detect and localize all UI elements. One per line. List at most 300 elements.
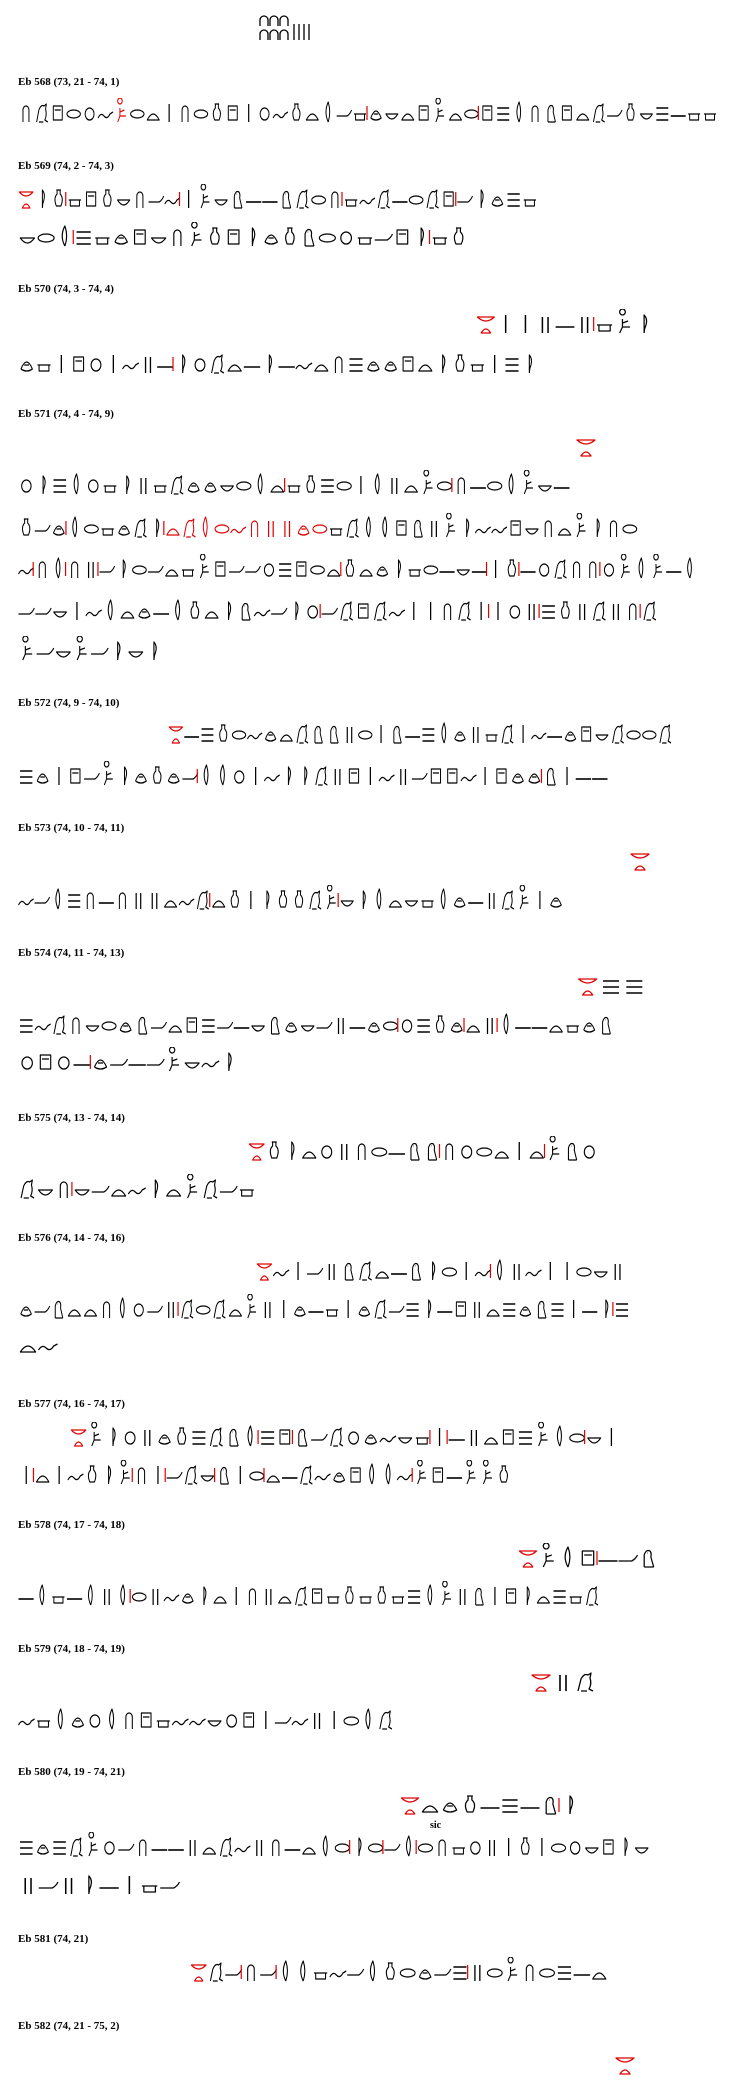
glyph-line bbox=[18, 885, 564, 913]
hieroglyph bbox=[190, 1840, 195, 1856]
hieroglyph bbox=[257, 1840, 262, 1856]
hieroglyph bbox=[121, 612, 134, 618]
hieroglyph bbox=[56, 652, 70, 657]
hieroglyph bbox=[120, 1298, 124, 1318]
hieroglyph bbox=[19, 1719, 35, 1725]
hieroglyph bbox=[452, 1848, 465, 1854]
hieroglyph bbox=[146, 357, 151, 373]
hieroglyph bbox=[39, 1344, 58, 1350]
hieroglyph bbox=[327, 1597, 339, 1603]
hieroglyph bbox=[467, 1026, 479, 1032]
hieroglyph bbox=[22, 519, 29, 535]
hieroglyph bbox=[123, 560, 125, 578]
hieroglyph bbox=[260, 1969, 276, 1975]
hieroglyph bbox=[113, 1428, 115, 1446]
hieroglyph bbox=[375, 474, 379, 494]
hieroglyph bbox=[60, 1182, 67, 1198]
hieroglyph bbox=[139, 609, 150, 618]
hieroglyph bbox=[174, 230, 181, 246]
rubric-glyph bbox=[231, 527, 246, 533]
hieroglyph bbox=[40, 1055, 50, 1069]
hieroglyph bbox=[418, 1460, 427, 1484]
hieroglyph bbox=[182, 1594, 193, 1603]
hieroglyph bbox=[545, 521, 551, 537]
rubric-glyph bbox=[169, 727, 182, 743]
hieroglyph bbox=[492, 197, 503, 206]
hieroglyph bbox=[360, 198, 375, 204]
hieroglyph bbox=[346, 1587, 353, 1603]
hieroglyph bbox=[378, 1587, 385, 1603]
rubric-glyph bbox=[532, 1675, 550, 1691]
hieroglyph bbox=[35, 1306, 50, 1312]
hieroglyph bbox=[329, 1264, 334, 1280]
hieroglyph bbox=[551, 898, 562, 907]
hieroglyph bbox=[182, 106, 188, 122]
rubric-glyph bbox=[285, 521, 290, 537]
glyph-line bbox=[18, 349, 538, 377]
hieroglyph bbox=[138, 1468, 144, 1484]
hieroglyph bbox=[228, 106, 237, 120]
hieroglyph bbox=[39, 1190, 53, 1195]
rubric-glyph bbox=[313, 525, 327, 533]
hieroglyph bbox=[286, 1023, 297, 1032]
hieroglyph bbox=[35, 608, 51, 614]
hieroglyph bbox=[539, 1422, 548, 1446]
hieroglyph bbox=[37, 648, 54, 654]
hieroglyph bbox=[316, 767, 328, 785]
hieroglyph bbox=[112, 1190, 126, 1196]
hieroglyph bbox=[368, 362, 379, 371]
hieroglyph bbox=[129, 652, 143, 657]
hieroglyph bbox=[379, 775, 394, 781]
hieroglyph bbox=[279, 891, 286, 907]
hieroglyph bbox=[603, 1018, 611, 1035]
hieroglyph bbox=[360, 570, 372, 576]
hieroglyph bbox=[625, 1838, 627, 1856]
hieroglyph bbox=[155, 1180, 157, 1198]
rubric-glyph bbox=[249, 1144, 264, 1160]
hieroglyph bbox=[84, 773, 99, 779]
glyph-line bbox=[530, 1667, 596, 1695]
hieroglyph bbox=[408, 1591, 420, 1603]
glyph-line bbox=[18, 1330, 58, 1358]
hieroglyph bbox=[296, 602, 298, 620]
hieroglyph bbox=[370, 1961, 374, 1981]
hieroglyph bbox=[273, 1270, 289, 1276]
hieroglyph bbox=[154, 486, 167, 492]
hieroglyph bbox=[178, 1428, 186, 1444]
hieroglyph bbox=[584, 1023, 595, 1032]
hieroglyph bbox=[511, 521, 520, 535]
hieroglyph bbox=[229, 566, 244, 572]
hieroglyph bbox=[447, 513, 455, 537]
hieroglyph bbox=[568, 1144, 576, 1161]
hieroglyph bbox=[192, 222, 202, 246]
glyph-line bbox=[18, 554, 698, 582]
hieroglyph bbox=[54, 612, 67, 617]
glyph-row bbox=[18, 470, 570, 498]
glyph-line bbox=[518, 1543, 658, 1571]
hieroglyph bbox=[351, 1468, 360, 1482]
hieroglyph bbox=[597, 519, 599, 537]
glyph-row bbox=[18, 554, 698, 582]
hieroglyph bbox=[20, 1020, 32, 1032]
hieroglyph bbox=[359, 604, 369, 618]
hieroglyph bbox=[539, 486, 552, 491]
hieroglyph bbox=[424, 470, 433, 494]
rubric-glyph bbox=[631, 854, 649, 870]
hieroglyph bbox=[208, 1721, 221, 1726]
hieroglyph bbox=[171, 476, 183, 494]
hieroglyph bbox=[574, 562, 580, 578]
hieroglyph bbox=[21, 1307, 32, 1316]
hieroglyph bbox=[339, 1018, 344, 1034]
hieroglyph bbox=[454, 898, 465, 907]
hieroglyph bbox=[39, 1882, 58, 1888]
hieroglyph bbox=[345, 200, 357, 206]
hieroglyph bbox=[35, 897, 50, 903]
hieroglyph bbox=[235, 771, 244, 783]
hieroglyph bbox=[654, 554, 662, 578]
hieroglyph bbox=[85, 108, 94, 120]
hieroglyph bbox=[92, 1186, 109, 1192]
hieroglyph bbox=[267, 1476, 279, 1482]
hieroglyph bbox=[125, 767, 127, 785]
hieroglyph bbox=[483, 1460, 492, 1484]
hieroglyph bbox=[19, 899, 34, 905]
hieroglyph bbox=[214, 1597, 226, 1603]
hieroglyph bbox=[62, 226, 66, 246]
hieroglyph bbox=[305, 767, 307, 785]
hieroglyph bbox=[451, 1023, 462, 1032]
glyph-row bbox=[574, 432, 598, 460]
hieroglyph bbox=[136, 774, 147, 783]
glyph-row bbox=[18, 1870, 180, 1898]
hieroglyph bbox=[213, 901, 225, 907]
hieroglyph bbox=[510, 606, 520, 618]
glyph-row bbox=[530, 1667, 596, 1695]
hieroglyph bbox=[197, 891, 208, 909]
hieroglyph bbox=[584, 1146, 594, 1158]
hieroglyph bbox=[271, 486, 284, 492]
hieroglyph bbox=[412, 773, 427, 779]
hieroglyph bbox=[360, 1262, 372, 1280]
hieroglyph bbox=[189, 1719, 205, 1725]
hieroglyph bbox=[248, 1294, 256, 1318]
entry-title: Eb 574 (74, 11 - 74, 13) bbox=[18, 947, 125, 959]
hieroglyph bbox=[240, 1190, 254, 1196]
hieroglyph bbox=[149, 196, 164, 202]
hieroglyph bbox=[593, 104, 604, 122]
hieroglyph bbox=[157, 519, 159, 537]
hieroglyph bbox=[619, 1555, 638, 1561]
glyph-line bbox=[18, 184, 538, 212]
hieroglyph bbox=[104, 1302, 110, 1318]
hieroglyph bbox=[389, 610, 405, 616]
hieroglyph bbox=[244, 1713, 254, 1727]
hieroglyph bbox=[477, 1148, 492, 1156]
hieroglyph bbox=[140, 1840, 146, 1856]
hieroglyph bbox=[360, 1597, 372, 1603]
hieroglyph bbox=[245, 566, 260, 572]
hieroglyph bbox=[487, 1310, 499, 1316]
hieroglyph bbox=[330, 529, 342, 535]
hieroglyph bbox=[550, 1136, 559, 1160]
hieroglyph bbox=[392, 1597, 404, 1603]
hieroglyph bbox=[403, 357, 413, 371]
hieroglyph bbox=[293, 104, 300, 120]
hieroglyph bbox=[168, 774, 179, 783]
hieroglyph bbox=[312, 196, 326, 204]
hieroglyph bbox=[204, 1587, 206, 1605]
entry-title: Eb 580 (74, 19 - 74, 21) bbox=[18, 1766, 125, 1778]
hieroglyph bbox=[182, 773, 197, 779]
hieroglyph bbox=[214, 1300, 225, 1318]
hieroglyph bbox=[153, 1589, 158, 1605]
hieroglyph bbox=[248, 1426, 252, 1446]
hieroglyph bbox=[467, 519, 469, 537]
hieroglyph bbox=[202, 1061, 219, 1067]
hieroglyph bbox=[635, 1848, 648, 1853]
hieroglyph bbox=[623, 525, 637, 533]
hieroglyph bbox=[422, 729, 434, 741]
hieroglyph bbox=[475, 1965, 480, 1981]
hieroglyph bbox=[172, 1719, 188, 1725]
glyph-line bbox=[18, 1174, 256, 1202]
hieroglyph bbox=[495, 1152, 508, 1158]
hieroglyph bbox=[471, 1842, 480, 1854]
hieroglyph bbox=[292, 1719, 308, 1725]
hieroglyph bbox=[147, 114, 159, 120]
rubric-glyph bbox=[118, 98, 126, 122]
hieroglyph bbox=[292, 1142, 294, 1160]
glyph-line bbox=[18, 1047, 238, 1075]
hieroglyph bbox=[23, 106, 29, 122]
hieroglyph bbox=[118, 642, 120, 660]
hieroglyph bbox=[98, 112, 113, 118]
hieroglyph bbox=[442, 1268, 456, 1276]
hieroglyph bbox=[72, 1718, 83, 1727]
hieroglyph bbox=[354, 114, 366, 120]
hieroglyph bbox=[606, 1300, 608, 1318]
hieroglyph bbox=[55, 1302, 63, 1319]
hieroglyph bbox=[489, 893, 494, 909]
hieroglyph bbox=[20, 1842, 33, 1854]
hieroglyph bbox=[157, 1721, 170, 1727]
hieroglyph bbox=[119, 893, 125, 909]
hieroglyph bbox=[37, 1845, 48, 1854]
hieroglyph bbox=[688, 114, 700, 120]
hieroglyph bbox=[557, 1426, 561, 1446]
hieroglyph bbox=[517, 102, 521, 122]
hieroglyph bbox=[317, 1022, 333, 1028]
hieroglyph bbox=[380, 1711, 392, 1729]
hieroglyph bbox=[216, 562, 225, 576]
hieroglyph bbox=[548, 769, 556, 786]
hieroglyph bbox=[42, 190, 44, 208]
hieroglyph bbox=[323, 1836, 327, 1856]
entry-title: Eb 569 (74, 2 - 74, 3) bbox=[18, 160, 114, 172]
hieroglyph bbox=[335, 357, 342, 373]
hieroglyph bbox=[358, 1144, 365, 1160]
hieroglyph bbox=[89, 1876, 92, 1894]
hieroglyph bbox=[475, 1270, 491, 1276]
hieroglyph bbox=[104, 190, 111, 206]
hieroglyph bbox=[74, 357, 84, 371]
hieroglyph bbox=[603, 981, 619, 993]
hieroglyph bbox=[520, 1307, 531, 1316]
hieroglyph bbox=[165, 901, 177, 907]
hieroglyph bbox=[248, 1965, 255, 1981]
hieroglyph bbox=[179, 899, 194, 905]
hieroglyph bbox=[392, 478, 397, 494]
entry-title: Eb 568 (73, 21 - 74, 1) bbox=[18, 76, 120, 88]
hieroglyph bbox=[386, 1464, 390, 1484]
hieroglyph bbox=[160, 1882, 179, 1888]
hieroglyph bbox=[526, 1270, 542, 1276]
hieroglyph bbox=[594, 602, 606, 620]
hieroglyph bbox=[315, 1713, 320, 1729]
glyph-row bbox=[18, 513, 638, 541]
hieroglyph bbox=[313, 1589, 322, 1603]
hieroglyph bbox=[315, 365, 328, 371]
hieroglyph bbox=[465, 1796, 474, 1812]
glyph-line bbox=[18, 1581, 600, 1609]
hieroglyph bbox=[215, 200, 227, 205]
hieroglyph bbox=[154, 642, 156, 660]
hieroglyph bbox=[132, 1593, 146, 1601]
hieroglyph bbox=[195, 359, 205, 371]
hieroglyph bbox=[586, 1848, 599, 1853]
hieroglyph bbox=[75, 1190, 89, 1195]
hieroglyph bbox=[531, 733, 546, 739]
hieroglyph bbox=[481, 190, 483, 208]
hieroglyph bbox=[497, 108, 509, 120]
hieroglyph bbox=[273, 112, 288, 118]
hieroglyph bbox=[37, 1721, 50, 1727]
hieroglyph bbox=[322, 608, 338, 614]
hieroglyph bbox=[266, 1589, 271, 1605]
hieroglyph bbox=[347, 1969, 363, 1975]
hieroglyph bbox=[231, 891, 238, 907]
hieroglyph bbox=[524, 200, 536, 206]
hieroglyph bbox=[118, 200, 130, 205]
hieroglyph bbox=[252, 228, 254, 246]
hieroglyph bbox=[265, 235, 277, 244]
entry-title: Eb 576 (74, 14 - 74, 16) bbox=[18, 1232, 125, 1244]
hieroglyph bbox=[77, 232, 91, 244]
hieroglyph bbox=[250, 1472, 264, 1480]
hieroglyph bbox=[337, 482, 351, 490]
glyph-row bbox=[18, 1460, 512, 1488]
entry-title: Eb 575 (74, 13 - 74, 14) bbox=[18, 1112, 125, 1124]
hieroglyph bbox=[20, 771, 32, 783]
hieroglyph bbox=[656, 108, 668, 120]
hieroglyph bbox=[128, 1188, 145, 1194]
hieroglyph bbox=[582, 317, 588, 333]
hieroglyph bbox=[120, 1023, 131, 1032]
hieroglyph bbox=[279, 1597, 291, 1603]
glyph-row bbox=[476, 309, 654, 337]
hieroglyph bbox=[526, 1965, 533, 1981]
glyph-row bbox=[18, 1705, 394, 1733]
hieroglyph bbox=[546, 1798, 556, 1815]
hieroglyph bbox=[551, 1304, 563, 1316]
entry-title: Eb 577 (74, 16 - 74, 17) bbox=[18, 1398, 125, 1410]
rubric-glyph bbox=[252, 521, 258, 537]
hieroglyph bbox=[542, 317, 548, 333]
hieroglyph bbox=[212, 355, 224, 373]
hieroglyph bbox=[151, 1022, 167, 1028]
hieroglyph bbox=[530, 1152, 543, 1158]
hieroglyph bbox=[345, 1264, 353, 1281]
hieroglyph bbox=[471, 1430, 476, 1446]
hieroglyph bbox=[331, 727, 338, 744]
hieroglyph bbox=[123, 363, 139, 369]
hieroglyph bbox=[25, 1878, 31, 1894]
hieroglyph bbox=[109, 1466, 111, 1484]
hieroglyph bbox=[273, 1840, 279, 1856]
hieroglyph bbox=[303, 1152, 316, 1158]
hieroglyph bbox=[503, 1430, 513, 1444]
glyph-line bbox=[18, 1870, 180, 1898]
hieroglyph bbox=[371, 111, 381, 120]
hieroglyph bbox=[346, 560, 353, 576]
hieroglyph bbox=[385, 362, 396, 371]
hieroglyph bbox=[386, 114, 398, 119]
hieroglyph bbox=[366, 517, 370, 537]
hieroglyph bbox=[397, 1474, 412, 1480]
hieroglyph bbox=[311, 566, 325, 574]
hieroglyph bbox=[127, 476, 129, 494]
hieroglyph bbox=[448, 769, 457, 783]
hieroglyph bbox=[621, 554, 629, 578]
glyph-row bbox=[18, 596, 658, 624]
hieroglyph bbox=[308, 606, 318, 618]
hieroglyph bbox=[297, 190, 308, 208]
hieroglyph bbox=[421, 228, 423, 246]
hieroglyph bbox=[411, 1144, 419, 1161]
hieroglyph bbox=[358, 238, 372, 244]
hieroglyph bbox=[441, 889, 445, 909]
hieroglyph bbox=[228, 230, 239, 244]
hieroglyph bbox=[68, 1474, 83, 1480]
glyph-row bbox=[576, 971, 646, 999]
hieroglyph bbox=[104, 761, 112, 785]
hieroglyph bbox=[434, 1969, 450, 1975]
hieroglyph bbox=[540, 564, 549, 576]
glyph-row bbox=[18, 1330, 58, 1358]
hieroglyph bbox=[99, 566, 114, 572]
hieroglyph bbox=[487, 1969, 502, 1977]
hieroglyph bbox=[74, 474, 78, 494]
hieroglyph bbox=[225, 1969, 241, 1975]
hieroglyph bbox=[252, 1026, 264, 1031]
rubric-glyph bbox=[71, 1430, 86, 1446]
hieroglyph bbox=[384, 1844, 400, 1850]
hieroglyph bbox=[443, 1581, 451, 1605]
hieroglyph bbox=[349, 359, 362, 371]
hieroglyph bbox=[20, 238, 34, 243]
hieroglyph bbox=[551, 1844, 565, 1852]
hieroglyph bbox=[213, 104, 220, 120]
hieroglyph bbox=[331, 1428, 343, 1446]
hieroglyph bbox=[456, 355, 464, 371]
hieroglyph bbox=[288, 767, 290, 785]
hieroglyph bbox=[582, 1551, 593, 1565]
glyph-line bbox=[18, 1010, 614, 1038]
hieroglyph bbox=[405, 486, 418, 492]
